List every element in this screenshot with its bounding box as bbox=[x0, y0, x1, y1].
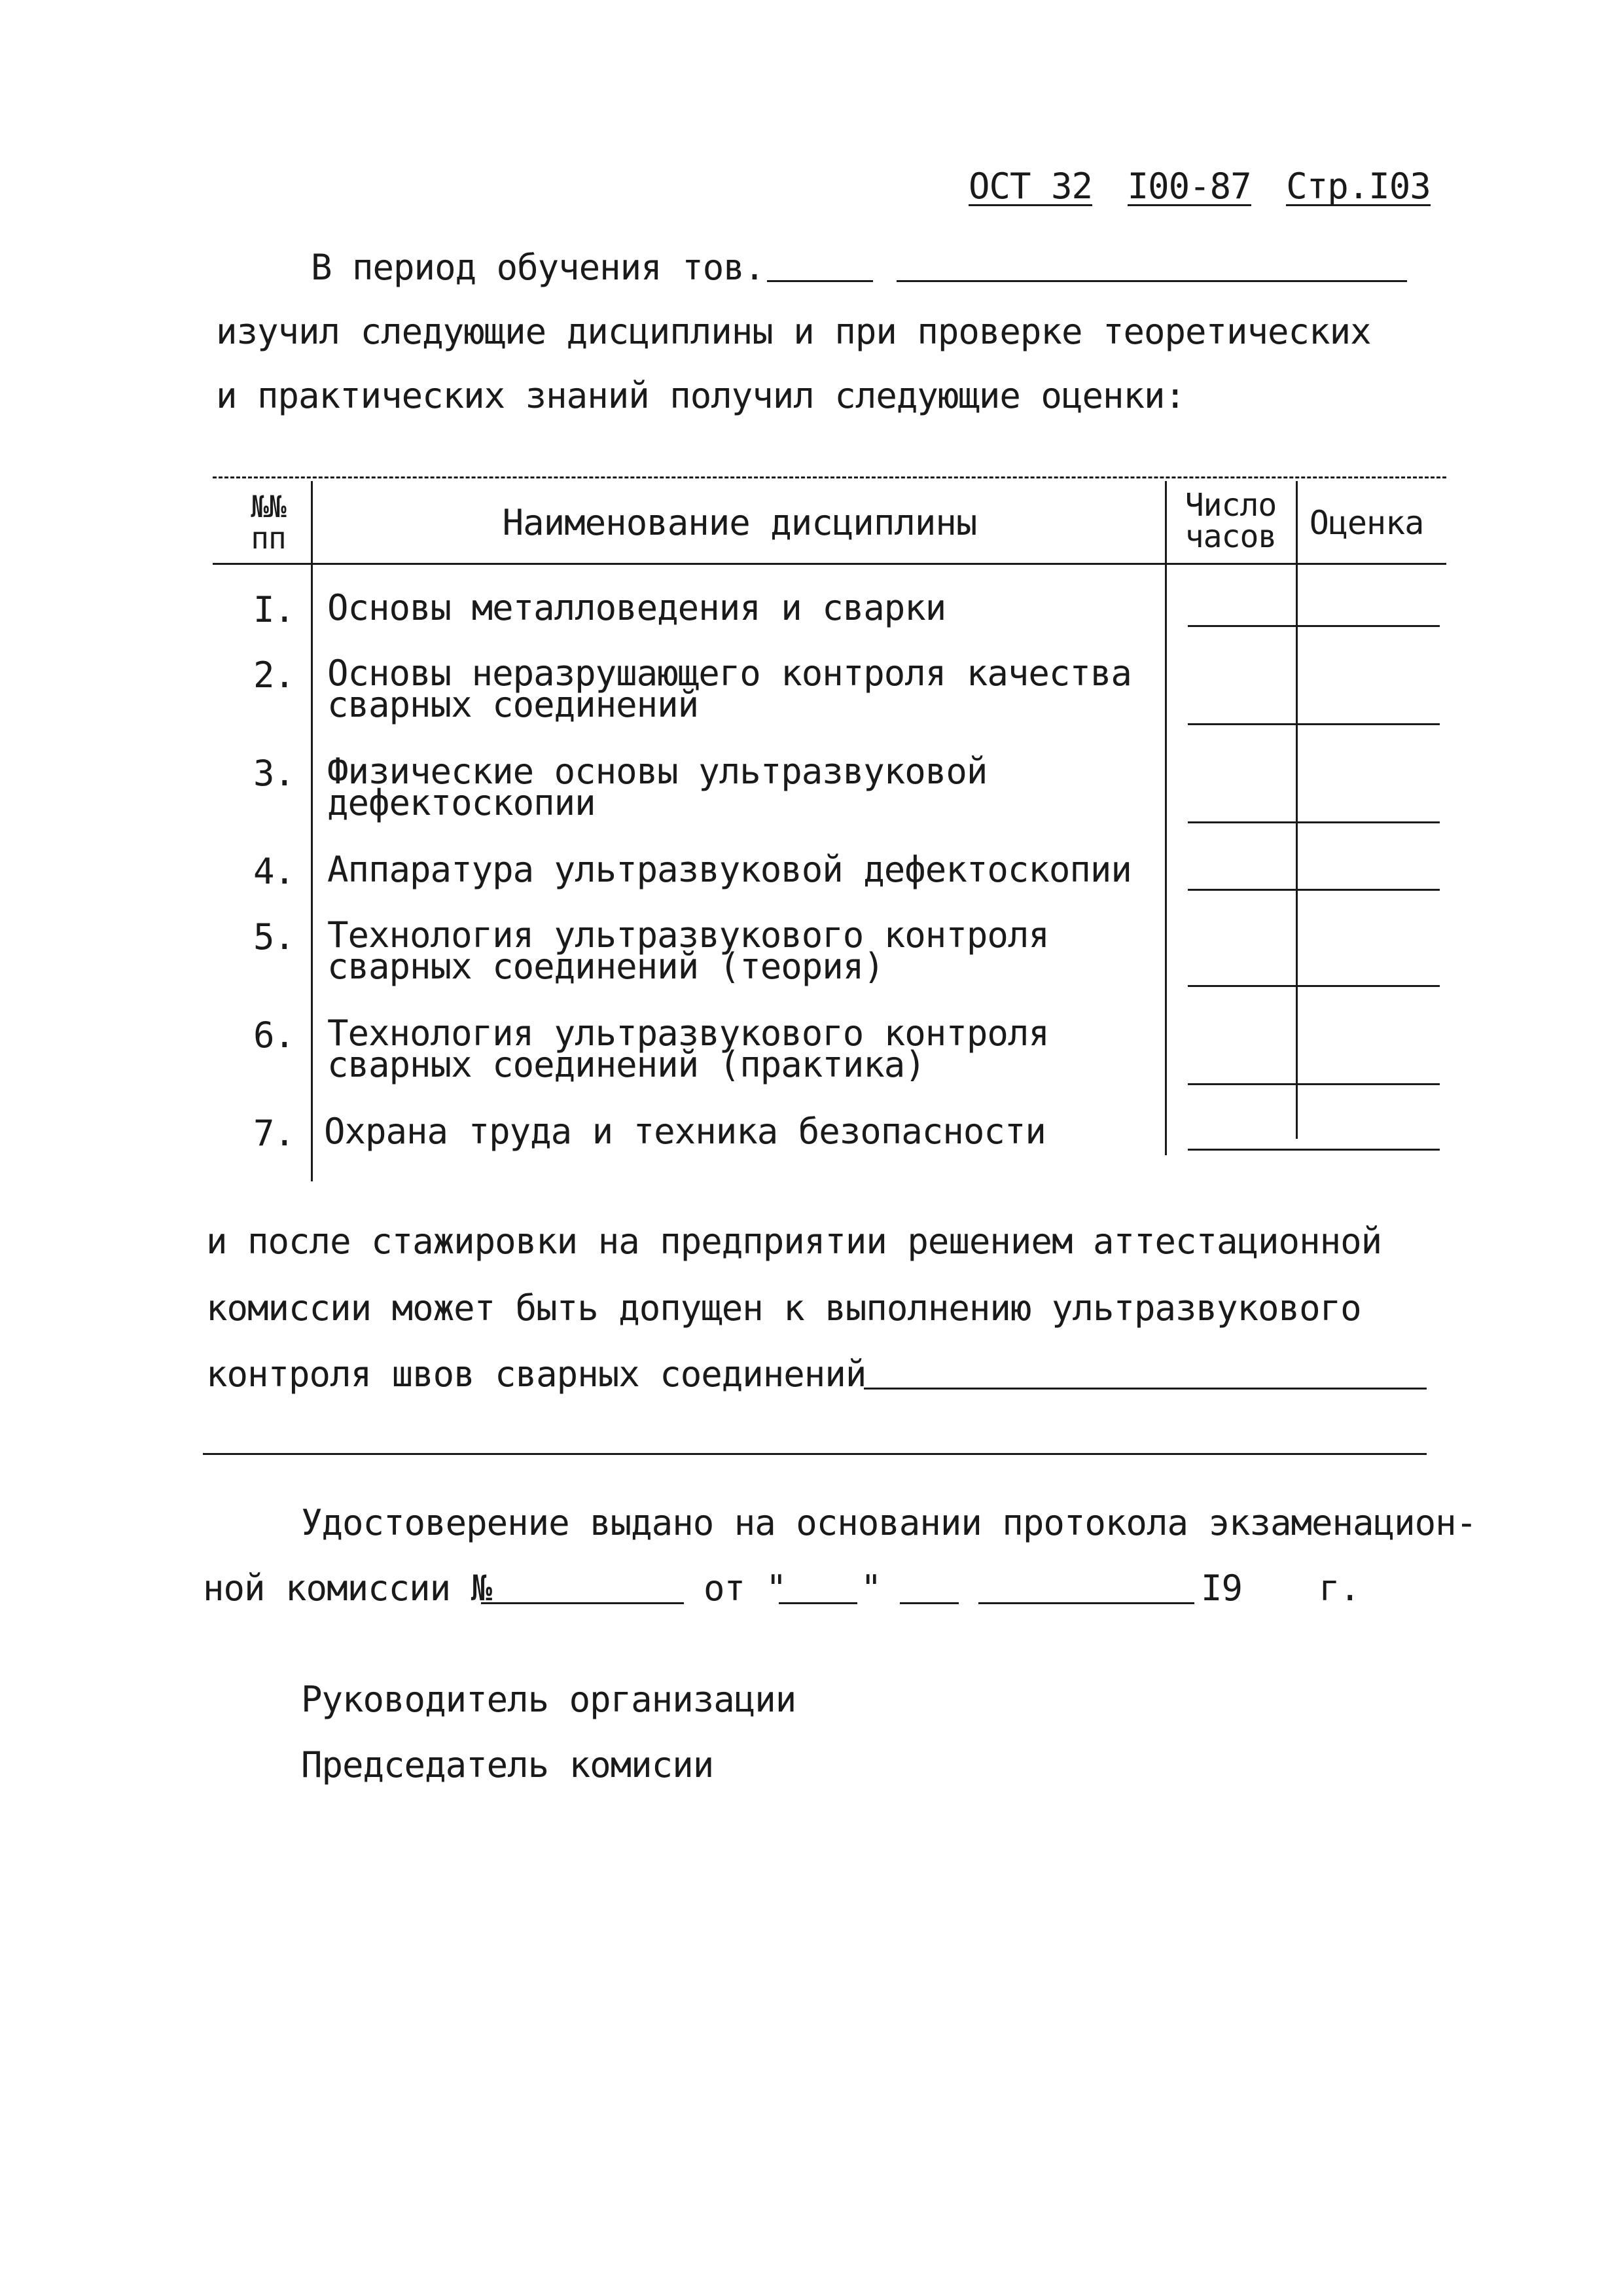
grade-blank bbox=[1188, 625, 1440, 627]
after-line-1: и после стажировки на предприятии решением аттестационной bbox=[206, 1221, 1382, 1262]
table-col-divider-1 bbox=[311, 481, 313, 1181]
signature-commission-chair: Председатель комисии bbox=[301, 1744, 714, 1785]
certificate-line-1: Удостоверение выдано на основании протокола экзаменацион- bbox=[301, 1502, 1477, 1543]
discipline-name: Физические основы ультразвуковой дефектоскопии bbox=[327, 751, 988, 823]
intro-line-1: В период обучения тов. bbox=[311, 247, 765, 288]
qualification-continuation-blank bbox=[203, 1453, 1427, 1455]
day-blank bbox=[779, 1602, 857, 1604]
quote-close: " bbox=[861, 1568, 882, 1609]
header-number: №№ пп bbox=[251, 489, 286, 556]
year-prefix: I9 bbox=[1201, 1568, 1243, 1609]
grade-blank bbox=[1188, 723, 1440, 725]
quote-open: " bbox=[766, 1568, 787, 1609]
doc-number: I00-87 bbox=[1127, 166, 1251, 207]
header-discipline: Наименование дисциплины bbox=[502, 502, 977, 543]
row-number: 6. bbox=[253, 1014, 294, 1056]
qualification-blank bbox=[864, 1388, 1427, 1390]
row-number: I. bbox=[253, 589, 294, 630]
header-hours: Число часов bbox=[1185, 487, 1277, 555]
from-label: от bbox=[704, 1568, 745, 1609]
grade-blank bbox=[1188, 889, 1440, 891]
row-number: 3. bbox=[253, 753, 294, 794]
after-line-3: контроля швов сварных соединений bbox=[206, 1354, 866, 1395]
row-number: 4. bbox=[253, 851, 294, 892]
after-line-2: комиссии может быть допущен к выполнению ультразвукового bbox=[206, 1287, 1361, 1329]
table-col-divider-2 bbox=[1165, 481, 1167, 1155]
grade-blank bbox=[1188, 985, 1440, 987]
intro-line-2: изучил следующие дисциплины и при проверке теоретических bbox=[216, 311, 1371, 352]
signature-head-of-organization: Руководитель организации bbox=[301, 1679, 796, 1720]
certificate-line-2-prefix: ной комиссии № bbox=[203, 1568, 492, 1609]
month-blank bbox=[978, 1602, 1194, 1604]
grade-blank bbox=[1188, 821, 1440, 823]
protocol-number-blank bbox=[481, 1602, 684, 1604]
discipline-name: Аппаратура ультразвуковой дефектоскопии bbox=[327, 849, 1132, 890]
discipline-name: Технология ультразвукового контроля сварных соединений (теория) bbox=[327, 914, 1049, 987]
header-grade: Оценка bbox=[1309, 504, 1424, 542]
row-number: 2. bbox=[253, 655, 294, 696]
table-col-divider-3 bbox=[1296, 481, 1298, 1139]
month-blank-short bbox=[900, 1602, 959, 1604]
row-number: 7. bbox=[253, 1113, 294, 1154]
document-reference bbox=[969, 166, 1431, 207]
row-number: 5. bbox=[253, 916, 294, 958]
discipline-name: Охрана труда и техника безопасности bbox=[324, 1111, 1046, 1152]
intro-line-3: и практических знаний получил следующие оценки: bbox=[216, 375, 1186, 416]
doc-code: ОСТ 32 bbox=[969, 166, 1093, 207]
trainee-name-blank bbox=[897, 280, 1407, 282]
discipline-name: Технология ультразвукового контроля сварных соединений (практика) bbox=[327, 1013, 1049, 1085]
discipline-name: Основы неразрушающего контроля качества сварных соединений bbox=[327, 653, 1132, 725]
year-suffix: г. bbox=[1319, 1568, 1361, 1609]
grade-blank bbox=[1188, 1083, 1440, 1085]
trainee-initials-blank bbox=[767, 280, 873, 282]
page-number: Стр.I03 bbox=[1286, 166, 1431, 207]
grade-blank bbox=[1188, 1149, 1440, 1151]
table-header-rule bbox=[213, 563, 1446, 565]
table-top-rule bbox=[213, 476, 1446, 478]
discipline-name: Основы металловедения и сварки bbox=[327, 587, 946, 628]
